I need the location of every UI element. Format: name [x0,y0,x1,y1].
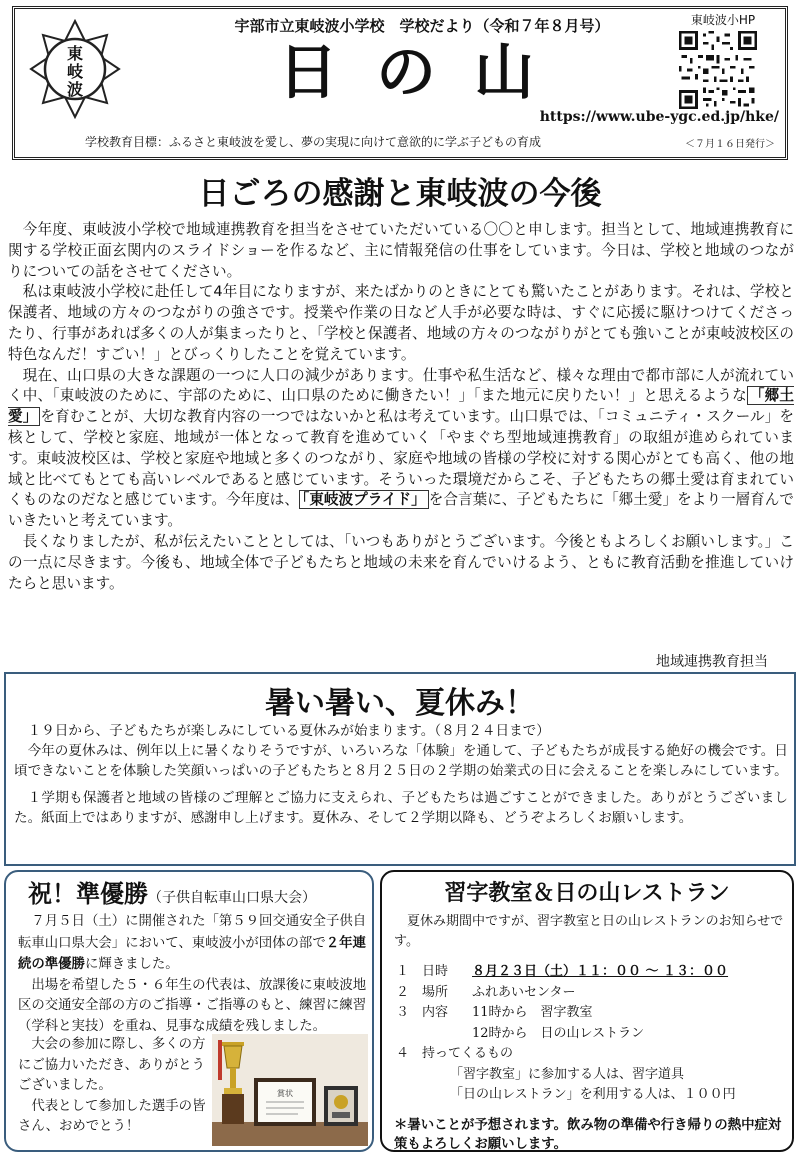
item-label [422,1024,472,1045]
school-newsletter-line: 宇部市立東岐波小学校 学校だより（令和７年８月号） [234,17,610,35]
bicycle-contest-heading [28,874,316,909]
article-paragraph: 代表として参加した選手の皆さん、おめでとう！ [18,1098,206,1135]
article-signature: 地域連携教育担当 [656,654,768,670]
highlight-kyodoai: 「郷土愛」 [8,387,794,426]
list-item [396,983,786,1004]
trophy-photo-icon [212,1034,368,1146]
paragraph-text: 現在、山口県の大きな課題の一つに人口の減少があります。仕事や私生活など、様々な理由で都市部に人が流れていく中、「東岐波のために、宇部のために、山口県のために働きたい！」「また地元に戻りたい！」と思えるような [8,366,794,405]
event-details-list [396,962,786,1106]
paragraph-text: ７月５日（土）に開催された「第５９回交通安全子供自転車山口県大会」において、東岐波小が団体の部で [18,914,367,951]
paragraph-text: を育むことが、大切な教育内容の一つではないかと私は考えています。山口県では、「コミュニティ・スクール」を核として、学校と家庭、地域が一体となって教育を進めていく「やまぐち型地域連携教育」の取組が進められています。東岐波校区は、学校と家庭や地域と多くのつながり、家庭や地域の皆様の学校に対する関心がとても高く、他の地域と比べてもとても高いレベルであると感じています。そういった環境だからこそ、子どもたちの郷土愛は育まれていくものなのだなと感じています。今年度は、 [8,408,794,509]
item-number: １ [396,964,410,979]
calligraphy-restaurant-title: 習字教室＆日の山レストラン [444,881,730,906]
event-place: ふれあいセンター [472,984,576,1000]
bring-item: 「習字教室」に参加する人は、習字道具 [450,1066,685,1082]
bicycle-contest-closing [18,1035,212,1138]
qr-code-icon[interactable] [679,31,757,109]
list-item [396,962,786,983]
summer-vacation-section [4,672,796,866]
paragraph-text: に輝きました。 [84,957,179,973]
paragraph-text: を合言葉に、子どもたちに「郷土愛」をより一層育んでいきたいと考えています。 [8,491,794,530]
article-paragraph: 私は東岐波小学校に赴任して4年目になりますが、来たばかりのときにとても驚いたことがあります。それは、学校と保護者、地域の方々のつながりの強さです。授業や作業の日など人手が必要な時は、すぐに応援に駆けつけてくださったり、行事があれば多くの人が集まったりと、「学校と保護者、地域の方々のつながりがとても強いことが東岐波校区の特色なんだ！すごい！」とびっくりしたことを覚えています。 [8,283,794,363]
homepage-label: 東岐波小HP [690,13,756,27]
bicycle-contest-body [18,912,368,1038]
bicycle-contest-title: 祝！準優勝 [28,880,148,908]
education-goal-text: ふるさと東岐波を愛し、夢の実現に向けて意欲的に学ぶ子どもの育成 [169,135,542,149]
event-datetime: ８月２３日（土）１１：００ ～ １３：００ [472,964,729,979]
item-number: ３ [396,1005,410,1020]
item-number: ２ [396,984,410,1000]
article-paragraph: 今年度、東岐波小学校で地域連携教育を担当をさせていただいている〇〇と申します。担当として、地域連携教育に関する学校正面玄関内のスライドショーを作るなど、主に情報発信の仕事をしています。今日は、学校と地域のつながりについての話をさせてください。 [8,221,794,280]
item-number [396,1024,422,1045]
runner-up-highlight: ２年連続の準優勝 [18,934,366,973]
education-goal-label: 学校教育目標： [85,135,170,149]
calligraphy-restaurant-intro: 夏休み期間中ですが、習字教室と日の山レストランのお知らせです。 [394,914,784,949]
school-website-url[interactable]: https://www.ube-ygc.ed.jp/hke/ [539,109,779,125]
article-paragraph: 今年の夏休みは、例年以上に暑くなりそうですが、いろいろな「体験」を通して、子どもたちが成長する絶好の機会です。日頃できないことを体験した笑顔いっぱいの子どもたちと８月２５日の２学期の始業式の日に会えることを楽しみにしています。 [14,742,788,779]
article-paragraph [18,912,368,976]
svg-text:東: 東 [66,44,84,63]
school-emblem-icon [29,19,121,119]
newsletter-title: 日の山 [278,38,572,108]
list-item [396,1024,786,1045]
education-goal [85,133,541,150]
issue-date: ＜７月１６日発行＞ [685,139,775,150]
item-number: ４ [396,1046,410,1061]
article-paragraph: 大会の参加に際し、多くの方にご協力いただき、ありがとうございました。 [18,1037,206,1094]
article-paragraph: １学期も保護者と地域の皆様のご理解とご協力に支えられ、子どもたちは過ごすことができました。ありがとうございました。紙面上ではありますが、感謝申し上げます。夏休み、そして２学期以降も、どうぞよろしくお願いします。 [14,790,788,827]
item-label: 内容 [422,1005,449,1020]
summer-vacation-title: 暑い暑い、夏休み！ [265,686,535,721]
event-content: 12時から 日の山レストラン [472,1025,645,1041]
bring-item: 「日の山レストラン」を利用する人は、１００円 [450,1087,736,1102]
highlight-higashikiwa-pride: 「東岐波プライド」 [299,490,429,509]
item-label: 日時 [422,964,449,979]
item-label: 持ってくるもの [422,1046,514,1061]
list-item [396,1044,786,1065]
article-thanks-title: 日ごろの感謝と東岐波の今後 [198,176,602,212]
svg-text:岐: 岐 [66,62,84,81]
bicycle-contest-subtitle: （子供自転車山口県大会） [148,890,316,906]
masthead [12,6,788,160]
article-thanks-body [8,220,794,594]
article-paragraph: １９日から、子どもたちが楽しみにしている夏休みが始まります。（８月２４日まで） [27,723,550,739]
svg-text:波: 波 [66,80,84,99]
list-item [396,1003,786,1024]
heatstroke-note: ＊暑いことが予想されます。飲み物の準備や行き帰りの熱中症対策もよろしくお願いします。 [394,1118,782,1152]
bicycle-contest-section [4,870,374,1152]
article-paragraph: 長くなりましたが、私が伝えたいこととしては、「いつもありがとうございます。今後ともよろしくお願いします。」この一点に尽きます。今後も、地域全体で子どもたちと地域の未来を育んでいけるよう、ともに教育活動を推進していけたらと思います。 [8,532,794,592]
item-label: 場所 [422,984,449,1000]
calligraphy-restaurant-section [380,870,794,1152]
article-paragraph: 出場を希望した５・６年生の代表は、放課後に東岐波地区の交通安全部の方のご指導・ご指導のもと、練習に練習（学科と実技）を重ね、見事な成績を残しました。 [18,977,367,1034]
summer-vacation-body [14,722,788,829]
article-paragraph [8,366,794,532]
event-content: 11時から 習字教室 [472,1005,593,1020]
certificate-label: 賞状 [277,1089,293,1098]
